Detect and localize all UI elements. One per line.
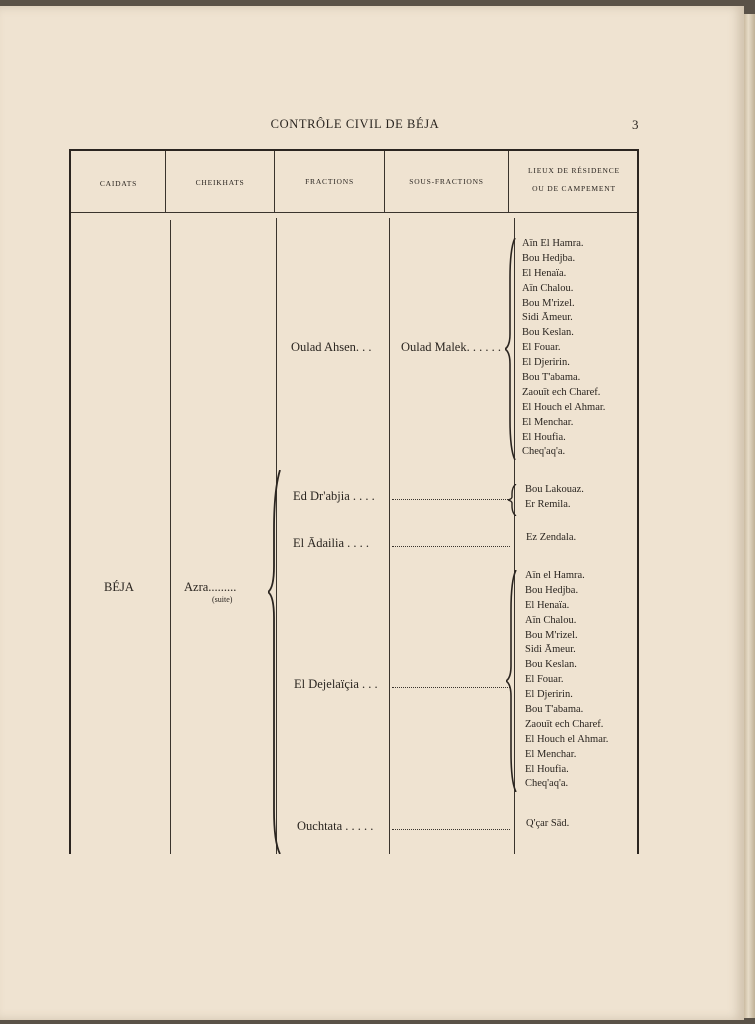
fractions-brace [268,470,284,854]
lieu-item: El Henaïa. [522,267,567,279]
lieu-item: El Fouar. [525,674,564,686]
lieu-item: Ez Zendala. [526,532,577,543]
caidat-beja: BÉJA [104,580,134,594]
lieu-item: Aïn Chalou. [522,282,574,294]
lieu-item: El Houfia. [525,763,569,775]
column-rule-1-body [170,220,171,854]
lieu-item: Bou Keslan. [525,659,577,671]
lieu-item: Bou Hedjba. [525,584,579,596]
sous-fraction-oulad-malek: Oulad Malek. . . . . . [401,340,501,354]
lieux-brace-ed-drabjia [507,484,517,516]
lieu-item: Cheq'aq'a. [525,778,569,790]
lieu-item: Bou Hedjba. [522,252,576,264]
column-header-lieux-line1: LIEUX DE RÉSIDENCE [528,166,620,175]
lieu-item: El Menchar. [525,748,577,760]
leader-el-dejelaicia [392,687,510,688]
lieu-item: Bou T'abama. [522,372,581,384]
lieu-item: Zaouït ech Charef. [522,386,601,398]
lieu-item: Q'çar Sād. [526,818,570,829]
column-rule-3-body [389,218,390,854]
lieu-item: Aïn Chalou. [525,614,577,626]
lieu-item: Bou T'abama. [525,704,584,716]
lieu-item: Sidi Āmeur. [525,644,576,656]
lieu-item: Bou Keslan. [522,327,574,339]
lieu-item: El Houch el Ahmar. [522,401,606,413]
fraction-el-adailia: El Ādailia . . . . [293,536,370,550]
lieu-item: Sidi Āmeur. [522,312,573,324]
lieu-item: El Houch el Ahmar. [525,733,609,745]
cheikhat-note: (suite) [212,595,233,604]
column-header-sous-fractions: SOUS-FRACTIONS [409,177,484,186]
lieu-item: Aïn el Hamra. [525,570,585,581]
lieux-brace-el-dejelaicia [506,570,518,792]
fraction-el-dejelaicia: El Dejelaïçia . . . [294,677,378,691]
lieux-list-ouchtata [526,817,569,832]
lieu-item: Er Remila. [525,498,571,510]
lieu-item: Bou M'rizel. [525,629,578,641]
leader-ouchtata [392,829,510,830]
lieu-item: El Henaïa. [525,599,570,611]
lieu-item: El Houfia. [522,431,566,443]
lieux-list-ed-drabjia [525,483,584,513]
leader-ed-drabjia [392,499,510,500]
lieu-item: Bou Lakouaz. [525,484,584,495]
lieu-item: Bou M'rizel. [522,297,575,309]
page-number: 3 [632,117,639,132]
column-header-lieux-line2: OU DE CAMPEMENT [532,184,616,193]
running-title: CONTRÔLE CIVIL DE BÉJA [270,117,440,131]
fraction-oulad-ahsen: Oulad Ahsen. . . [291,340,372,354]
column-header-cheikhats: CHEIKHATS [195,178,245,187]
lieu-item: Zaouït ech Charef. [525,718,604,730]
lieu-item: El Menchar. [522,416,574,428]
cheikhat-azra: Azra......... [184,580,237,594]
leader-el-adailia [392,546,510,547]
lieu-item: El Djeririn. [525,689,573,701]
lieu-item: Cheq'aq'a. [522,446,566,458]
lieux-list-el-adailia [526,531,576,546]
column-header-caidats: CAIDATS [99,179,138,188]
lieu-item: El Fouar. [522,342,561,354]
fraction-ouchtata: Ouchtata . . . . . [297,819,374,833]
column-header-fractions: FRACTIONS [305,177,354,186]
lieux-list-oulad-malek [522,237,605,460]
fraction-ed-drabjia: Ed Dr'abjia . . . . [293,489,375,503]
header-rule [71,212,637,213]
lieu-item: Aïn El Hamra. [522,238,584,249]
page-edge [744,14,755,1018]
lieux-list-el-dejelaicia [525,569,608,792]
lieu-item: El Djeririn. [522,357,570,369]
lieux-brace-oulad-malek [505,238,517,460]
